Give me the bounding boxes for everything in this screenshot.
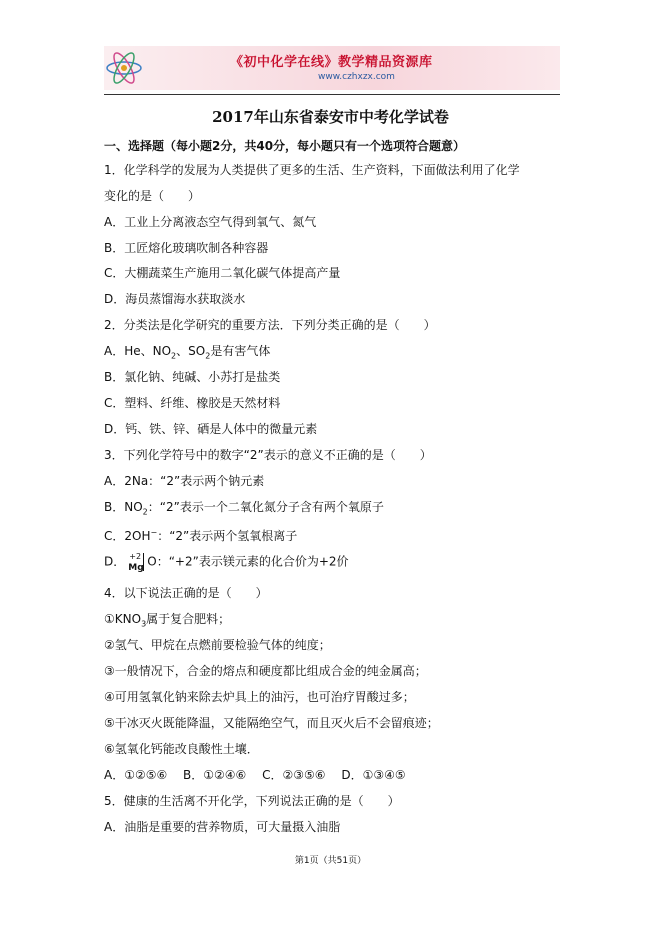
q4-options: A．①②⑤⑥ B．①②④⑥ C．②③⑤⑥ D．①③④⑤ [104,768,406,782]
q3-d-text2: O：“+2”表示镁元素的化合价为+2价 [147,554,349,569]
header-url[interactable]: www.czhxzx.com [318,72,395,82]
q4-stem: 4．以下说法正确的是（ ） [104,586,268,600]
q3-option-b [104,499,384,520]
q1-option-d: D．海员蒸馏海水获取淡水 [104,292,246,306]
q2-a-text2: 、SO [176,344,206,358]
q4-statement-5: ⑤干冰灭火既能降温，又能隔绝空气，而且灭火后不会留痕迹； [104,716,439,730]
q3-c-sup: − [150,528,158,537]
q2-a-sub1: 2 [171,351,177,361]
q3-b-text2: ：“2”表示一个二氧化氮分子含有两个氧原子 [147,500,384,514]
q3-c-text2: ：“2”表示两个氢氧根离子 [157,529,298,543]
q3-b-sub: 2 [142,507,148,517]
magnesium-symbol: Mg [128,563,144,573]
valence-symbol [127,551,144,573]
q4-s1-text1: ①KNO [104,612,142,626]
q3-c-text1: C．2OH [104,529,151,543]
q2-stem: 2．分类法是化学研究的重要方法．下列分类正确的是（ ） [104,318,436,332]
q1-option-a: A．工业上分离液态空气得到氧气、氮气 [104,215,317,229]
q2-a-sub2: 2 [205,351,211,361]
q3-option-c [104,525,297,544]
q4-statement-2: ②氢气、甲烷在点燃前要检验气体的纯度； [104,638,331,652]
q4-s1-text2: 属于复合肥料； [146,612,231,626]
q5-option-a: A．油脂是重要的营养物质，可大量摄入油脂 [104,820,341,834]
q2-option-d: D．钙、铁、锌、硒是人体中的微量元素 [104,422,318,436]
q3-option-d [104,551,349,573]
q3-d-text1: D． [104,554,126,569]
document-title: 2017年山东省泰安市中考化学试卷 [212,108,449,126]
q2-option-b: B．氯化钠、纯碱、小苏打是盐类 [104,370,281,384]
q4-s1-sub: 3 [141,619,147,629]
q1-option-b: B．工匠熔化玻璃吹制各种容器 [104,241,269,255]
q2-a-text1: A．He、NO [104,344,172,358]
q2-option-c: C．塑料、纤维、橡胶是天然材料 [104,396,281,410]
q1-stem-line2: 变化的是（ ） [104,189,201,203]
page-footer: 第1页（共51页） [294,856,367,866]
q1-stem-line1: 1．化学科学的发展为人类提供了更多的生活、生产资料，下面做法利用了化学 [104,163,520,177]
atom-logo-icon [104,48,144,88]
q5-stem: 5．健康的生活离不开化学，下列说法正确的是（ ） [104,794,400,808]
q4-statement-4: ④可用氢氧化钠来除去炉具上的油污，也可治疗胃酸过多； [104,690,415,704]
q2-option-a [104,343,270,364]
q4-statement-6: ⑥氢氧化钙能改良酸性土壤． [104,742,259,756]
q3-option-a: A．2Na：“2”表示两个钠元素 [104,474,265,488]
q3-stem: 3．下列化学符号中的数字“2”表示的意义不正确的是（ ） [104,448,432,462]
q3-b-text1: B．NO [104,500,143,514]
q2-a-text3: 是有害气体 [210,344,271,358]
header-divider [104,94,560,95]
q4-statement-3: ③一般情况下，合金的熔点和硬度都比组成合金的纯金属高； [104,664,427,678]
q4-statement-1 [104,611,230,632]
header-title: 《初中化学在线》教学精品资源库 [230,55,433,70]
q1-option-c: C．大棚蔬菜生产施用二氧化碳气体提高产量 [104,266,341,280]
valence-number: +2 [129,552,142,561]
section-title: 一、选择题（每小题2分，共40分，每小题只有一个选项符合题意） [104,139,466,153]
